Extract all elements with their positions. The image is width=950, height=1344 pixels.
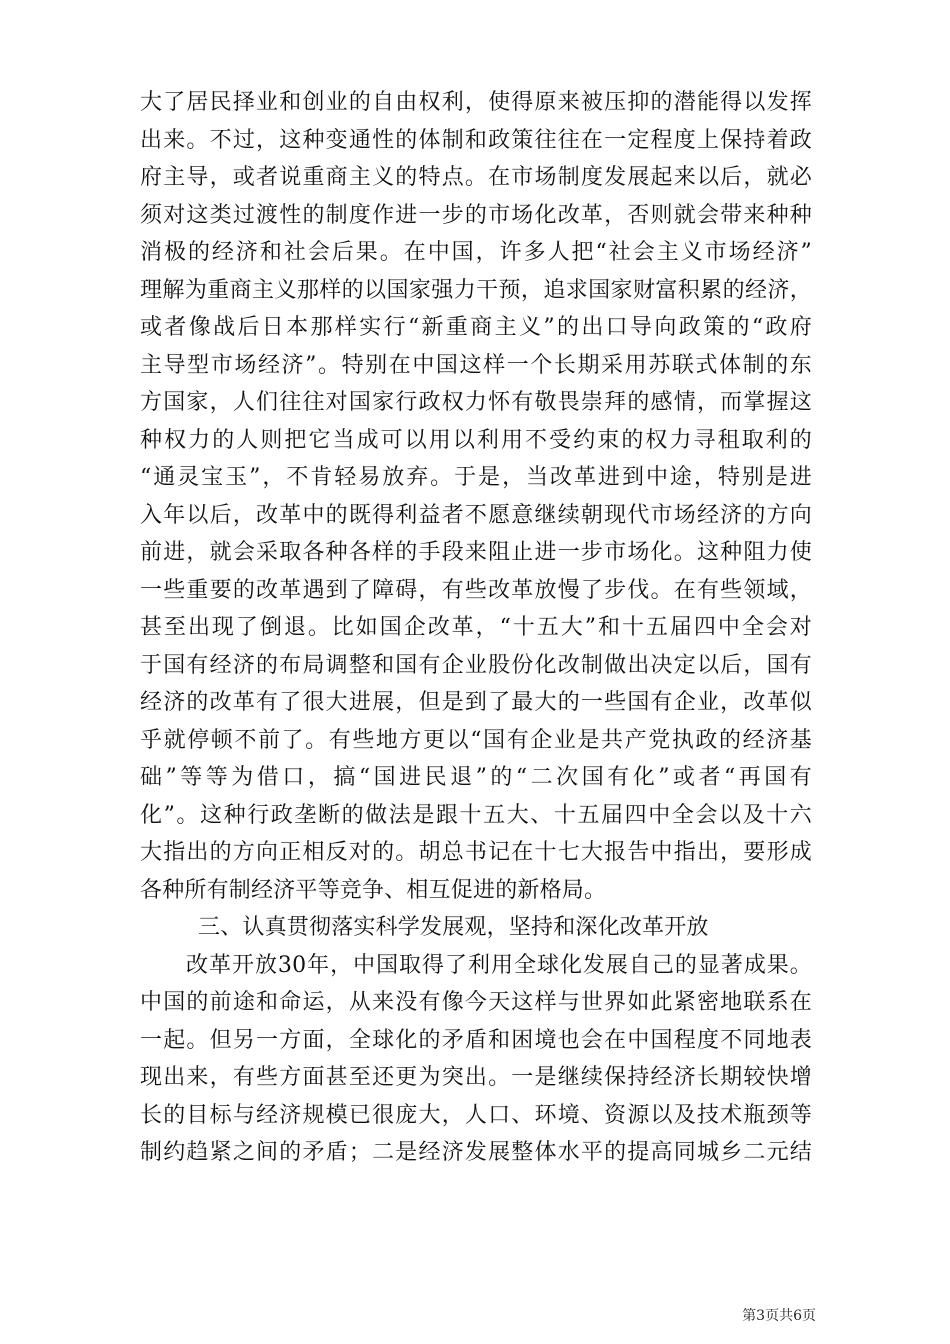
- paragraph-line-4: 现出来，有些方面甚至还更为突出。一是继续保持经济长期较快增: [140, 1065, 812, 1090]
- body-line-14: 一些重要的改革遇到了障碍，有些改革放慢了步伐。在有些领域，: [140, 577, 812, 603]
- section-heading: 三、认真贯彻落实科学发展观，坚持和深化改革开放: [198, 915, 709, 940]
- body-line-1: 大了居民择业和创业的自由权利，使得原来被压抑的潜能得以发挥: [140, 90, 812, 115]
- paragraph-line-1: 改革开放30年，中国取得了利用全球化发展自己的显著成果。: [186, 952, 812, 978]
- paragraph-line-6: 制约趋紧之间的矛盾；二是经济发展整体水平的提高同城乡二元结: [140, 1140, 812, 1165]
- body-line-19: 础”等等为借口，搞“国进民退”的“二次国有化”或者“再国有: [140, 765, 812, 790]
- body-line-13: 前进，就会采取各种各样的手段来阻止进一步市场化。这种阻力使: [140, 540, 812, 565]
- body-line-12: 入年以后，改革中的既得利益者不愿意继续朝现代市场经济的方向: [140, 502, 812, 528]
- body-line-21: 大指出的方向正相反对的。胡总书记在十七大报告中指出，要形成: [140, 840, 812, 865]
- body-line-2: 出来。不过，这种变通性的体制和政策往往在一定程度上保持着政: [140, 127, 812, 153]
- body-line-6: 理解为重商主义那样的以国家强力干预，追求国家财富积累的经济，: [140, 277, 812, 303]
- body-line-8: 主导型市场经济”。特别在中国这样一个长期采用苏联式体制的东: [140, 352, 812, 378]
- document-body: [140, 84, 812, 1172]
- body-line-5: 消极的经济和社会后果。在中国，许多人把“社会主义市场经济”: [140, 240, 812, 265]
- body-line-11: “通灵宝玉”，不肯轻易放弃。于是，当改革进到中途，特别是进: [140, 465, 812, 490]
- body-line-9: 方国家，人们往往对国家行政权力怀有敬畏崇拜的感情，而掌握这: [140, 390, 812, 415]
- paragraph-line-3: 一起。但另一方面，全球化的矛盾和困境也会在中国程度不同地表: [140, 1027, 812, 1053]
- body-line-17: 经济的改革有了很大进展，但是到了最大的一些国有企业，改革似: [140, 690, 812, 715]
- body-line-18: 乎就停顿不前了。有些地方更以“国有企业是共产党执政的经济基: [140, 727, 812, 753]
- body-line-10: 种权力的人则把它当成可以用以利用不受约束的权力寻租取利的: [140, 427, 812, 453]
- paragraph-line-5: 长的目标与经济规模已很庞大，人口、环境、资源以及技术瓶颈等: [140, 1102, 812, 1128]
- body-line-22: 各种所有制经济平等竞争、相互促进的新格局。: [140, 877, 607, 903]
- page-number: 第3页共6页: [742, 1308, 816, 1324]
- body-line-15: 甚至出现了倒退。比如国企改革，“十五大”和十五届四中全会对: [140, 615, 812, 640]
- paragraph-line-2: 中国的前途和命运，从来没有像今天这样与世界如此紧密地联系在: [140, 990, 812, 1015]
- body-line-16: 于国有经济的布局调整和国有企业股份化改制做出决定以后，国有: [140, 652, 812, 678]
- body-line-3: 府主导，或者说重商主义的特点。在市场制度发展起来以后，就必: [140, 165, 812, 190]
- body-line-20: 化”。这种行政垄断的做法是跟十五大、十五届四中全会以及十六: [140, 802, 812, 828]
- body-line-4: 须对这类过渡性的制度作进一步的市场化改革，否则就会带来种种: [140, 202, 812, 228]
- body-line-7: 或者像战后日本那样实行“新重商主义”的出口导向政策的“政府: [140, 315, 812, 340]
